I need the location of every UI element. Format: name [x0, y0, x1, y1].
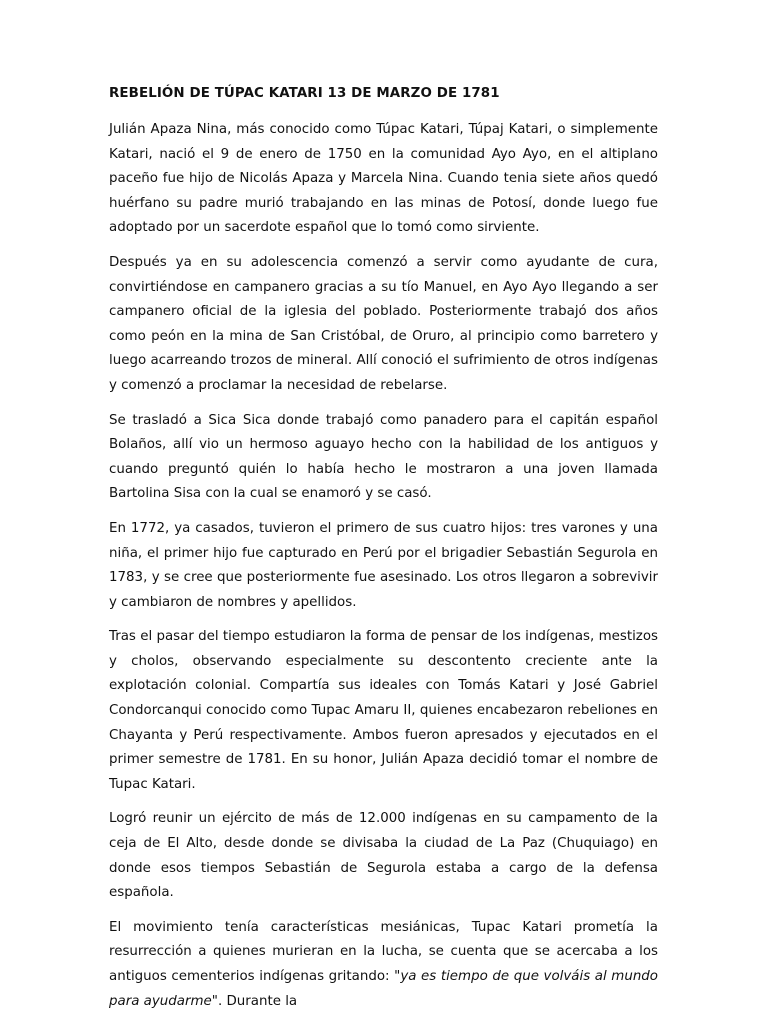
paragraph-7-text-before: El movimiento tenía características mesiánicas, Tupac Katari prometía la resurrección a quienes murieran en la lucha, se cuenta que se acercaba a los antiguos cementerios indígenas gritando: [109, 919, 658, 984]
paragraph-4: En 1772, ya casados, tuvieron el primero de sus cuatro hijos: tres varones y una niña, el primer hijo fue capturado en Perú por el brigadier Sebastián Segurola en 1783, y se cree que posteriormente fue asesinado. Los otros llegaron a sobrevivir y cambiaron de nombres y apellidos. [109, 520, 658, 610]
paragraph-7 [109, 916, 658, 1014]
paragraph-2: Después ya en su adolescencia comenzó a servir como ayudante de cura, convirtiéndose en campanero gracias a su tío Manuel, en Ayo Ayo llegando a ser campanero oficial de la iglesia del poblado. Posteriormente trabajó dos años como peón en la mina de San Cristóbal, de Oruro, al principio como barretero y luego acarreando trozos de mineral. Allí conoció el sufrimiento de otros indígenas y comenzó a proclamar la necesidad de rebelarse. [109, 254, 658, 393]
paragraph-7-text-after: . Durante la [217, 993, 298, 1009]
paragraph-5: Tras el pasar del tiempo estudiaron la forma de pensar de los indígenas, mestizos y cholos, observando especialmente su descontento creciente ante la explotación colonial. Compartía sus ideales con Tomás Katari y José Gabriel Condorcanqui conocido como Tupac Amaru II, quienes encabezaron rebeliones en Chayanta y Perú respectivamente. Ambos fueron apresados y ejecutados en el primer semestre de 1781. En su honor, Julián Apaza decidió tomar el nombre de Tupac Katari. [109, 629, 658, 792]
paragraph-1: Julián Apaza Nina, más conocido como Túpac Katari, Túpaj Katari, o simplemente Katari, nació el 9 de enero de 1750 en la comunidad Ayo Ayo, en el altiplano paceño fue hijo de Nicolás Apaza y Marcela Nina. Cuando tenia siete años quedó huérfano su padre murió trabajando en las minas de Potosí, donde luego fue adoptado por un sacerdote español que lo tomó como sirviente. [109, 122, 658, 236]
document-title: REBELIÓN DE TÚPAC KATARI 13 DE MARZO DE 1781 [109, 86, 500, 101]
document-body [109, 84, 658, 1024]
paragraph-7-quote: "ya es tiempo de que volváis al mundo para ayudarme" [109, 969, 659, 1009]
paragraph-3: Se trasladó a Sica Sica donde trabajó como panadero para el capitán español Bolaños, allí vio un hermoso aguayo hecho con la habilidad de los antiguos y cuando preguntó quién lo había hecho le mostraron a una joven llamada Bartolina Sisa con la cual se enamoró y se casó. [109, 412, 658, 502]
paragraph-6: Logró reunir un ejército de más de 12.000 indígenas en su campamento de la ceja de El Alto, desde donde se divisaba la ciudad de La Paz (Chuquiago) en donde esos tiempos Sebastián de Segurola estaba a cargo de la defensa española. [109, 811, 658, 901]
